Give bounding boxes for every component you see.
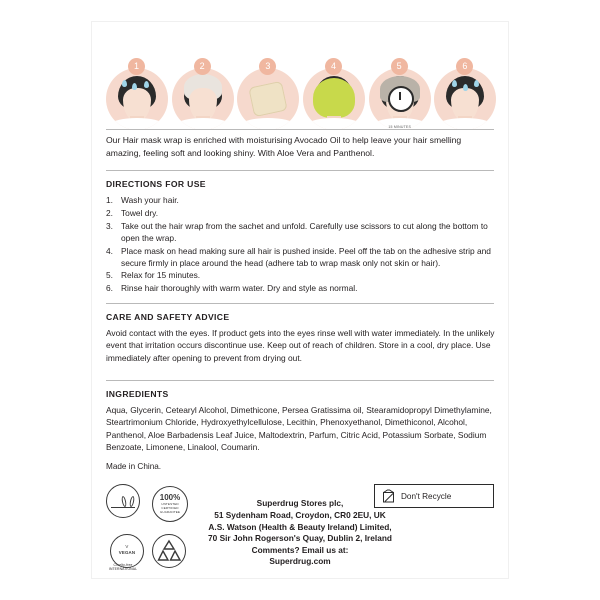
- product-intro: Our Hair mask wrap is enriched with moisturising Avocado Oil to help leave your hair smelling amazing, feeling soft and looking shiny. With Aloe Vera and Panthenol.: [106, 135, 462, 158]
- step-number-2: 2: [194, 58, 211, 75]
- care-section: [106, 311, 496, 364]
- list-item-text: Rinse hair thoroughly with warm water. Dry and style as normal.: [121, 283, 358, 294]
- step-circle-1: [106, 68, 168, 130]
- directions-list: [106, 194, 496, 294]
- list-item-text: Place mask on head making sure all hair is pushed inside. Peel off the tab on the adhesive strip and secure firmly in place around the head (adhere tab to wrap mask only not skin or hair).: [121, 245, 491, 268]
- step-circle-5: [369, 68, 431, 130]
- step-circle-2: [172, 68, 234, 130]
- address-line-2: 51 Sydenham Road, Croydon, CR0 2EU, UK: [214, 510, 386, 521]
- divider-directions: [106, 170, 494, 171]
- step-illustration-1: [106, 58, 168, 130]
- care-title: CARE AND SAFETY ADVICE: [106, 312, 230, 322]
- step-circle-6: [434, 68, 496, 130]
- list-item-number: 4.: [106, 245, 113, 256]
- address-line-6: Superdrug.com: [269, 556, 331, 567]
- step-number-1: 1: [128, 58, 145, 75]
- sachet-icon: [249, 81, 288, 117]
- ingredients-text: Aqua, Glycerin, Cetearyl Alcohol, Dimethicone, Persea Gratissima oil, Stearamidopropyl Dimethylamine, Steartrimonium Chloride, Hydroxyethylcellulose, Lecithin, Phenoxyethanol, Dimethiconol, Alcohol, Panthenol, Aloe Barbadensis Leaf Juice, Maltodextrin, Parfum, Citric Acid, Potassium Sorbate, Sodium Benzoate, Limonene, Linalool, Coumarin.: [106, 405, 492, 452]
- hundred-percent-line3: GUARANTEE: [159, 510, 181, 514]
- step-illustration-5: [369, 58, 431, 130]
- list-item-text: Wash your hair.: [121, 195, 179, 206]
- water-droplets-icon: [120, 80, 154, 98]
- directions-section: [106, 178, 496, 295]
- wrap-mask-icon: [313, 78, 355, 118]
- step-number-6: 6: [456, 58, 473, 75]
- vegan-mark: V: [125, 544, 129, 549]
- address-line-5: Comments? Email us at:: [251, 544, 349, 555]
- step-caption-5: 15 MINUTES: [388, 125, 411, 129]
- water-droplets-icon: [448, 80, 482, 98]
- address-line-1: Superdrug Stores plc,: [256, 498, 344, 509]
- list-item-text: Towel dry.: [121, 207, 159, 218]
- list-item-number: 3.: [106, 220, 113, 231]
- list-item: [106, 245, 496, 269]
- company-address: [92, 498, 508, 568]
- step-number-3: 3: [259, 58, 276, 75]
- list-item: [106, 220, 496, 244]
- cruelty-free-line2: INTERNATIONAL: [108, 567, 138, 571]
- made-in-text: Made in China.: [106, 462, 162, 471]
- dont-recycle-label: Don't Recycle: [401, 491, 452, 501]
- hundred-percent-value: 100%: [159, 493, 181, 502]
- hundred-percent-line2: CERTIFIED: [161, 506, 179, 510]
- cruelty-free-line1: Cruelty-free: [113, 563, 133, 567]
- step-illustration-4: [303, 58, 365, 130]
- step-number-5: 5: [391, 58, 408, 75]
- list-item-text: Relax for 15 minutes.: [121, 270, 201, 281]
- clock-icon: [388, 86, 414, 112]
- pack-panel: [92, 22, 508, 578]
- hundred-percent-line1: UNTESTED: [161, 502, 179, 506]
- list-item-number: 6.: [106, 283, 113, 294]
- divider-care: [106, 303, 494, 304]
- step-illustrations: [106, 58, 496, 130]
- address-line-3: A.S. Watson (Health & Beauty Ireland) Limited,: [208, 521, 392, 532]
- list-item-number: 1.: [106, 195, 113, 206]
- list-item: [106, 194, 496, 206]
- step-circle-4: [303, 68, 365, 130]
- step-illustration-2: [172, 58, 234, 130]
- list-item-number: 2.: [106, 207, 113, 218]
- directions-title: DIRECTIONS FOR USE: [106, 179, 206, 189]
- divider-top: [106, 129, 494, 130]
- step-number-4: 4: [325, 58, 342, 75]
- step-illustration-6: [434, 58, 496, 130]
- list-item-text: Take out the hair wrap from the sachet and unfold. Carefully use scissors to cut along the bottom to open the wrap.: [121, 220, 488, 243]
- ingredients-title: INGREDIENTS: [106, 389, 169, 399]
- step-illustration-3: [237, 58, 299, 130]
- ingredients-section: [106, 388, 496, 453]
- divider-ingredients: [106, 380, 494, 381]
- vegan-label: VEGAN: [118, 550, 136, 555]
- care-text: Avoid contact with the eyes. If product gets into the eyes rinse well with water immediately. In the unlikely event that irritation occurs discontinue use. Keep out of reach of children. Store in a cool, dry place. Use immediately after opening to prevent from drying out.: [106, 328, 495, 363]
- list-item: [106, 282, 496, 294]
- list-item-number: 5.: [106, 270, 113, 281]
- address-line-4: 70 Sir John Rogerson's Quay, Dublin 2, Ireland: [208, 533, 392, 544]
- list-item: [106, 269, 496, 281]
- step-circle-3: [237, 68, 299, 130]
- list-item: [106, 207, 496, 219]
